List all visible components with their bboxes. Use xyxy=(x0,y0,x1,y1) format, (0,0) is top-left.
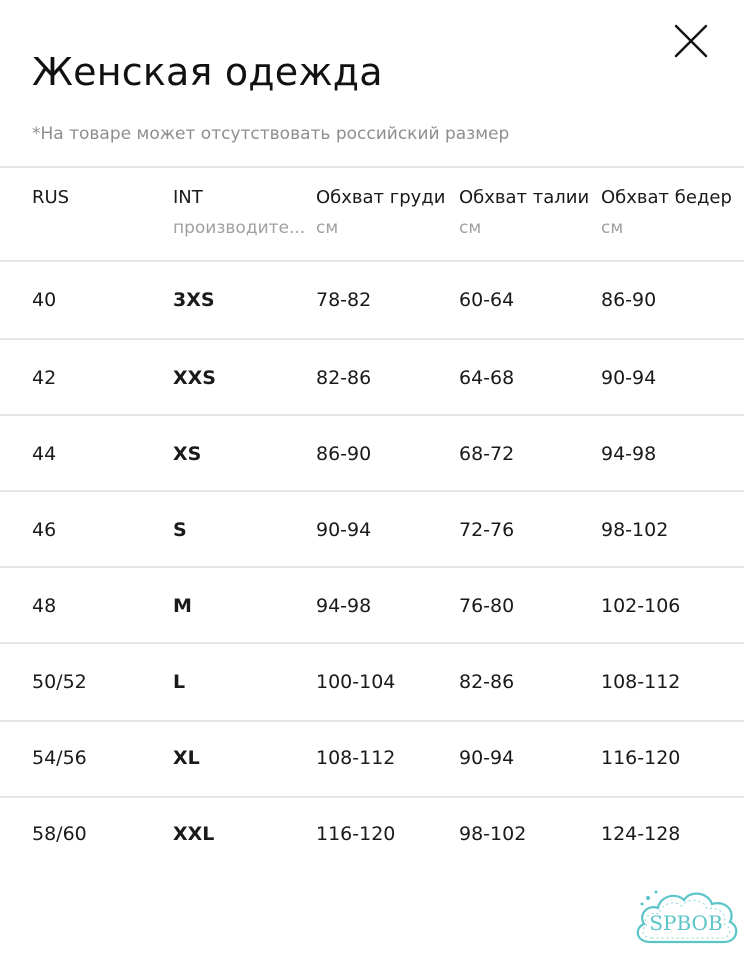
cell-int: XS xyxy=(173,443,202,465)
cell-rus: 48 xyxy=(32,595,57,617)
cell-waist: 90-94 xyxy=(459,747,515,769)
header-chest: Обхват груди xyxy=(316,187,446,208)
cell-hips: 94-98 xyxy=(601,443,657,465)
cell-hips: 116-120 xyxy=(601,747,681,769)
header-chest-unit: см xyxy=(316,218,339,238)
table-row xyxy=(0,492,744,568)
cell-chest: 86-90 xyxy=(316,443,372,465)
cell-rus: 50/52 xyxy=(32,671,87,693)
cell-rus: 40 xyxy=(32,289,57,311)
header-waist-unit: см xyxy=(459,218,482,238)
table-row xyxy=(0,340,744,416)
cell-hips: 90-94 xyxy=(601,367,657,389)
watermark-text: SPBOB xyxy=(649,911,723,935)
cell-chest: 100-104 xyxy=(316,671,396,693)
cell-hips: 124-128 xyxy=(601,823,681,845)
table-row xyxy=(0,568,744,644)
cell-rus: 58/60 xyxy=(32,823,87,845)
cell-int: M xyxy=(173,595,192,617)
table-row xyxy=(0,416,744,492)
cell-waist: 82-86 xyxy=(459,671,515,693)
cell-rus: 42 xyxy=(32,367,57,389)
cell-chest: 94-98 xyxy=(316,595,372,617)
cell-waist: 98-102 xyxy=(459,823,527,845)
cell-waist: 72-76 xyxy=(459,519,515,541)
cell-rus: 54/56 xyxy=(32,747,87,769)
table-row xyxy=(0,262,744,338)
cell-waist: 60-64 xyxy=(459,289,515,311)
table-header xyxy=(0,168,744,260)
cell-hips: 86-90 xyxy=(601,289,657,311)
cell-rus: 46 xyxy=(32,519,57,541)
table-row xyxy=(0,720,744,796)
cell-chest: 116-120 xyxy=(316,823,396,845)
cell-int: 3XS xyxy=(173,289,215,311)
cell-chest: 90-94 xyxy=(316,519,372,541)
cell-hips: 98-102 xyxy=(601,519,669,541)
header-int: INT xyxy=(173,187,203,208)
cell-waist: 68-72 xyxy=(459,443,515,465)
cell-waist: 76-80 xyxy=(459,595,515,617)
table-row xyxy=(0,644,744,720)
header-hips-unit: см xyxy=(601,218,624,238)
cell-hips: 102-106 xyxy=(601,595,681,617)
cell-waist: 64-68 xyxy=(459,367,515,389)
header-rus: RUS xyxy=(32,187,70,208)
spbob-watermark-logo xyxy=(630,884,742,954)
cell-rus: 44 xyxy=(32,443,57,465)
size-note: *На товаре может отсутствовать российский размер xyxy=(32,124,510,144)
modal-title: Женская одежда xyxy=(32,50,383,94)
header-waist: Обхват талии xyxy=(459,187,590,208)
cell-int: L xyxy=(173,671,186,693)
close-icon xyxy=(670,20,712,62)
cell-chest: 82-86 xyxy=(316,367,372,389)
header-hips: Обхват бедер xyxy=(601,187,732,208)
cell-int: XXS xyxy=(173,367,216,389)
table-row xyxy=(0,796,744,872)
cell-int: XXL xyxy=(173,823,215,845)
cell-hips: 108-112 xyxy=(601,671,681,693)
close-button[interactable] xyxy=(670,20,712,62)
header-int-sub: производите... xyxy=(173,218,306,238)
cell-chest: 108-112 xyxy=(316,747,396,769)
cell-int: S xyxy=(173,519,187,541)
cell-chest: 78-82 xyxy=(316,289,372,311)
cell-int: XL xyxy=(173,747,200,769)
